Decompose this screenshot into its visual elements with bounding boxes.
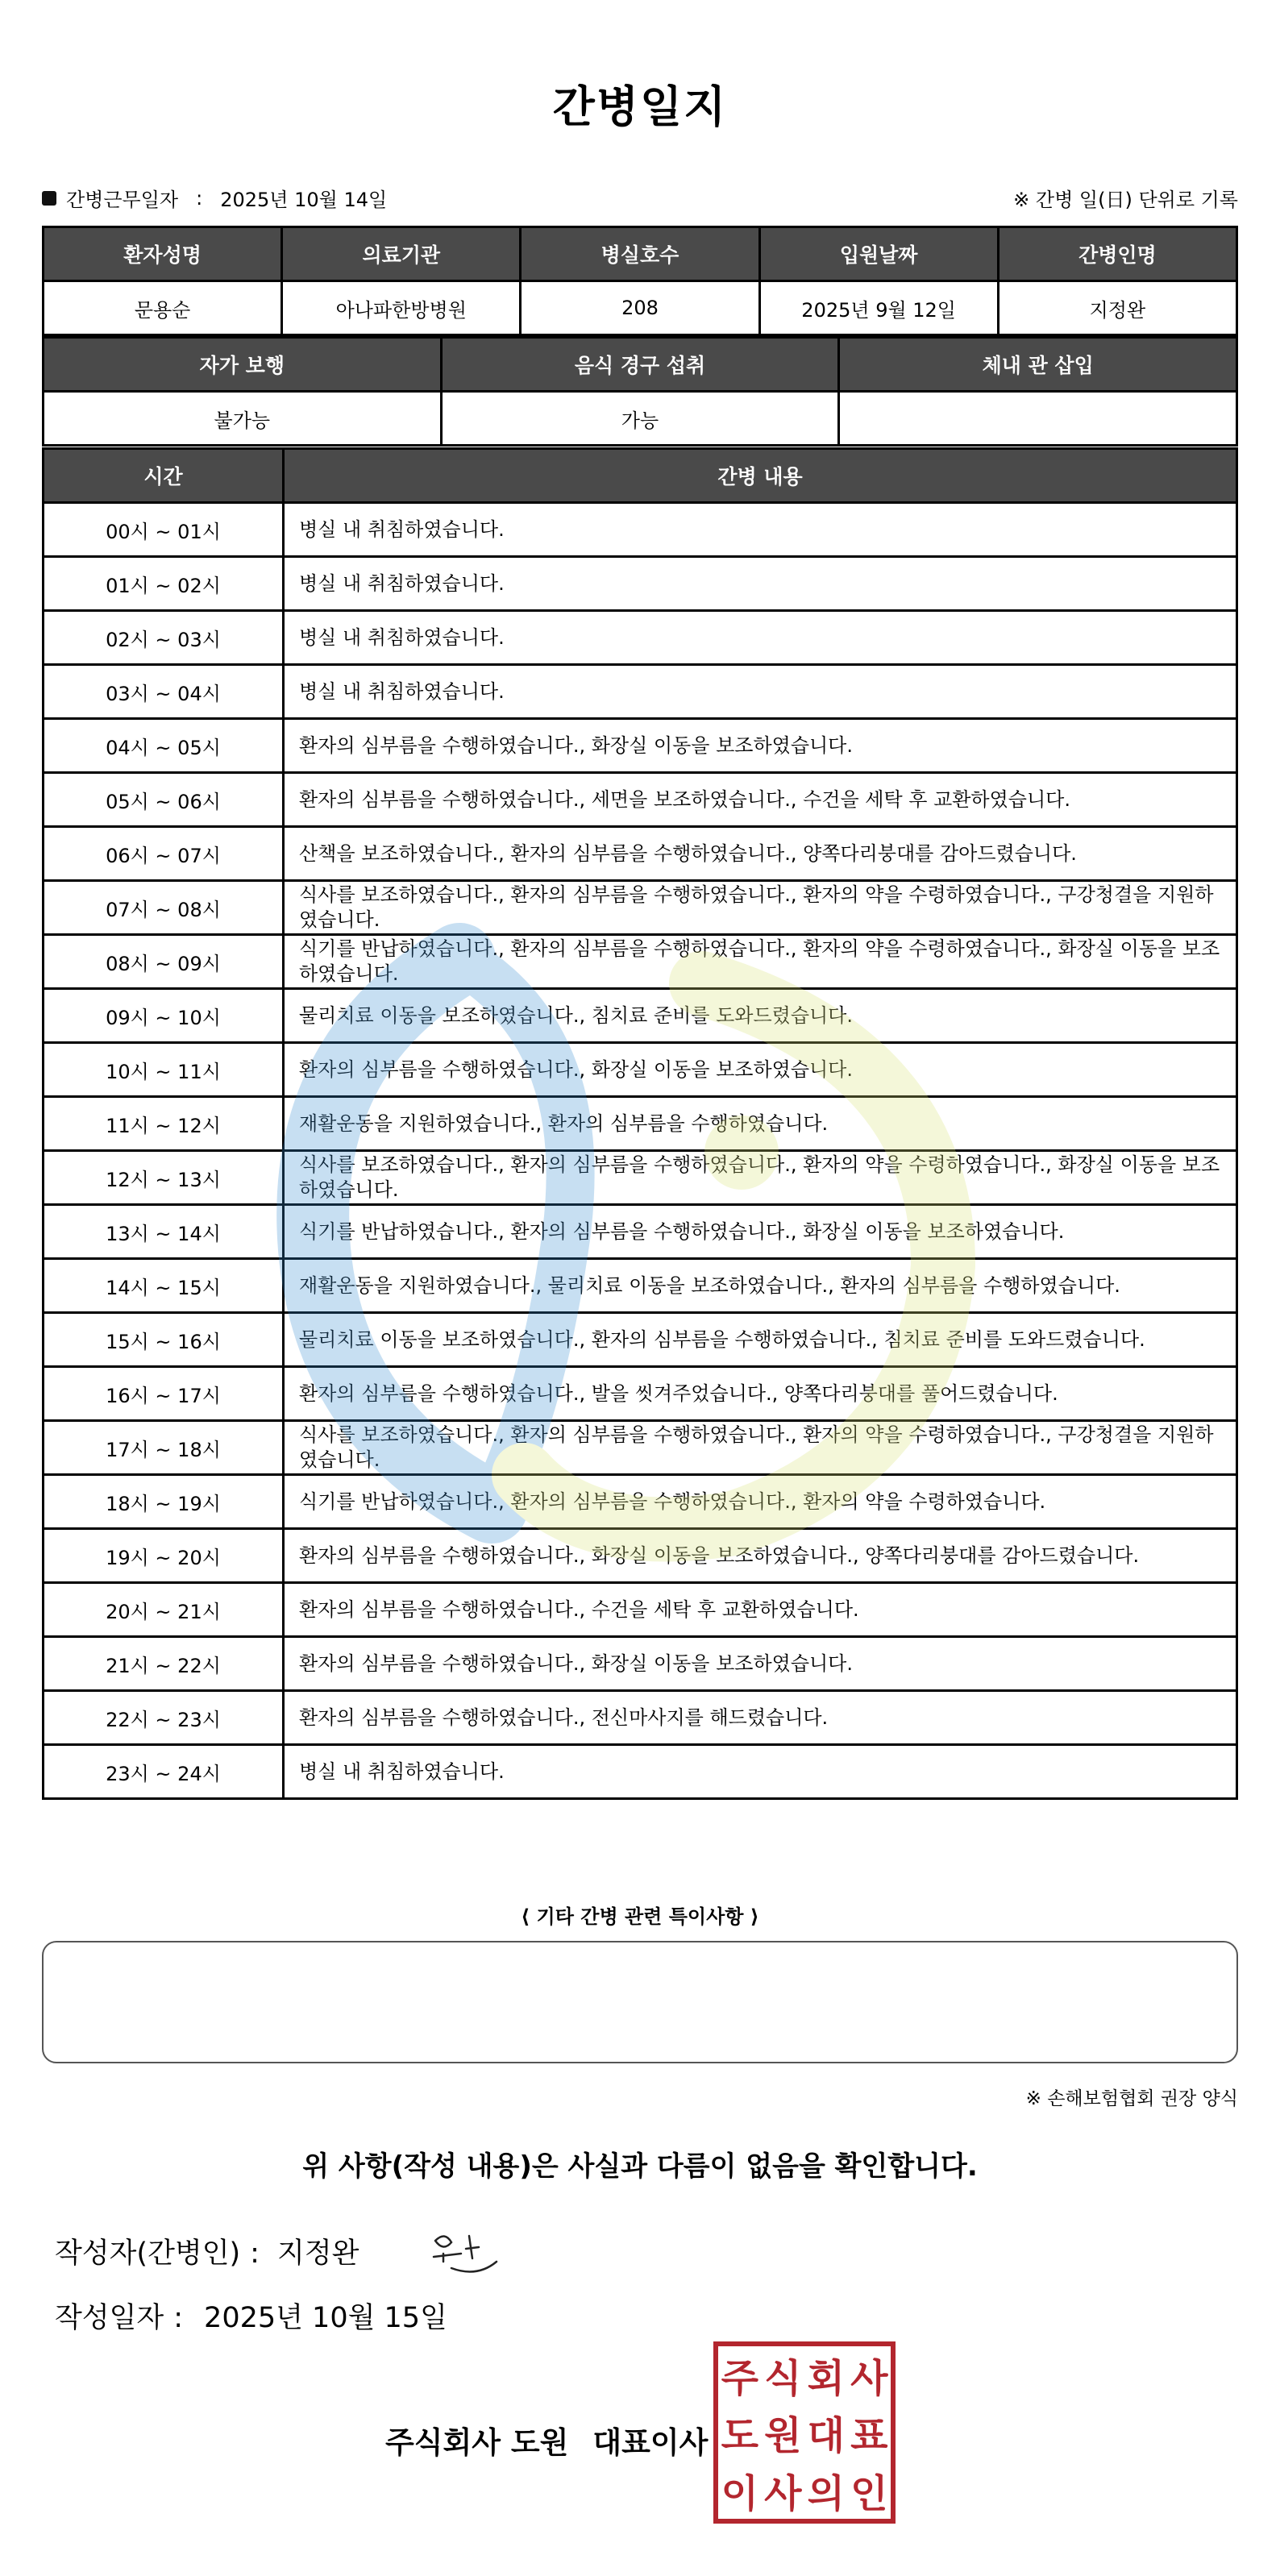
care-log-row: [44, 719, 1237, 773]
care-log-row: [44, 503, 1237, 557]
care-log-content: 병실 내 취침하였습니다.: [284, 503, 1237, 557]
header-admission-date: 입원날짜: [759, 227, 998, 281]
remarks-title: ⟨ 기타 간병 관련 특이사항 ⟩: [521, 1905, 759, 1928]
care-log-content: 재활운동을 지원하였습니다., 환자의 심부름을 수행하였습니다.: [284, 1097, 1237, 1151]
care-log-row: [44, 1691, 1237, 1745]
care-log-time: 08시 ~ 09시: [44, 935, 284, 989]
care-log-time: 15시 ~ 16시: [44, 1313, 284, 1367]
care-log-row: [44, 881, 1237, 935]
record-unit-note: ※ 간병 일(日) 단위로 기록: [1013, 189, 1238, 211]
seal-char: 이: [721, 2470, 758, 2516]
care-log-row: [44, 1637, 1237, 1691]
care-log-content: 병실 내 취침하였습니다.: [284, 611, 1237, 665]
seal-char: 인: [850, 2470, 888, 2516]
care-log-content: 재활운동을 지원하였습니다., 물리치료 이동을 보조하였습니다., 환자의 심부름을 수행하였습니다.: [284, 1259, 1237, 1313]
header-tube-insertion: 체내 관 삽입: [839, 338, 1237, 392]
bullet-square-icon: [42, 191, 56, 206]
care-log-time: 01시 ~ 02시: [44, 557, 284, 611]
seal-char: 주: [721, 2356, 758, 2402]
tube-insertion-value: [839, 392, 1237, 446]
writer-label: 작성자(간병인): [55, 2237, 241, 2270]
care-log-time: 07시 ~ 08시: [44, 881, 284, 935]
care-log-row: [44, 611, 1237, 665]
header-care-content: 간병 내용: [284, 449, 1237, 503]
care-log-time: 05시 ~ 06시: [44, 773, 284, 827]
care-log-row: [44, 665, 1237, 719]
care-log-time: 22시 ~ 23시: [44, 1691, 284, 1745]
patient-info-value-row: [44, 281, 1237, 335]
care-log-time: 06시 ~ 07시: [44, 827, 284, 881]
care-log-content: 환자의 심부름을 수행하였습니다., 세면을 보조하였습니다., 수건을 세탁 후 교환하였습니다.: [284, 773, 1237, 827]
patient-status-value-row: [44, 392, 1237, 446]
patient-name: 문용순: [44, 281, 282, 335]
header-oral-intake: 음식 경구 섭취: [441, 338, 839, 392]
care-log-row: [44, 1043, 1237, 1097]
caregiver-name: 지정완: [998, 281, 1236, 335]
header-room-number: 병실호수: [521, 227, 759, 281]
care-log-content: 산책을 보조하였습니다., 환자의 심부름을 수행하였습니다., 양쪽다리붕대를 감아드렸습니다.: [284, 827, 1237, 881]
seal-char: 원: [764, 2413, 802, 2459]
handwritten-signature: [419, 2225, 516, 2281]
care-log-row: [44, 1259, 1237, 1313]
written-date-line: [55, 2296, 447, 2336]
care-log-content: 식기를 반납하였습니다., 환자의 심부름을 수행하였습니다., 환자의 약을 수령하였습니다.: [284, 1475, 1237, 1529]
care-log-time: 16시 ~ 17시: [44, 1367, 284, 1421]
care-log-row: [44, 1367, 1237, 1421]
care-log-time: 13시 ~ 14시: [44, 1205, 284, 1259]
company-line: [385, 2418, 708, 2462]
care-log-time: 17시 ~ 18시: [44, 1421, 284, 1475]
care-log-time: 10시 ~ 11시: [44, 1043, 284, 1097]
confirmation-statement: 위 사항(작성 내용)은 사실과 다름이 없음을 확인합니다.: [302, 2150, 978, 2183]
care-log-row: [44, 935, 1237, 989]
care-log-content: 환자의 심부름을 수행하였습니다., 화장실 이동을 보조하였습니다.: [284, 1637, 1237, 1691]
care-log-time: 09시 ~ 10시: [44, 989, 284, 1043]
document-title: 간병일지: [552, 81, 728, 132]
company-seal: [713, 2341, 896, 2524]
seal-char: 대: [807, 2413, 845, 2459]
care-log-body: [44, 503, 1237, 1799]
care-log-content: 병실 내 취침하였습니다.: [284, 1745, 1237, 1799]
care-log-header-row: [44, 449, 1237, 503]
header-hospital: 의료기관: [282, 227, 521, 281]
header-caregiver-name: 간병인명: [998, 227, 1236, 281]
seal-char: 식: [764, 2356, 802, 2402]
header-time: 시간: [44, 449, 284, 503]
hospital-name: 아나파한방병원: [282, 281, 521, 335]
care-log-content: 식기를 반납하였습니다., 환자의 심부름을 수행하였습니다., 화장실 이동을 보조하였습니다.: [284, 1205, 1237, 1259]
care-log-row: [44, 1097, 1237, 1151]
care-log-row: [44, 1421, 1237, 1475]
care-log-content: 물리치료 이동을 보조하였습니다., 침치료 준비를 도와드렸습니다.: [284, 989, 1237, 1043]
care-log-row: [44, 1583, 1237, 1637]
care-log-content: 환자의 심부름을 수행하였습니다., 화장실 이동을 보조하였습니다., 양쪽다리붕대를 감아드렸습니다.: [284, 1529, 1237, 1583]
care-log-table: [42, 447, 1238, 1800]
care-log-content: 환자의 심부름을 수행하였습니다., 수건을 세탁 후 교환하였습니다.: [284, 1583, 1237, 1637]
care-log-content: 물리치료 이동을 보조하였습니다., 환자의 심부름을 수행하였습니다., 침치료 준비를 도와드렸습니다.: [284, 1313, 1237, 1367]
care-log-time: 21시 ~ 22시: [44, 1637, 284, 1691]
seal-char: 도: [721, 2413, 758, 2459]
care-log-row: [44, 1529, 1237, 1583]
care-log-time: 18시 ~ 19시: [44, 1475, 284, 1529]
care-log-time: 14시 ~ 15시: [44, 1259, 284, 1313]
care-log-row: [44, 1151, 1237, 1205]
care-log-content: 환자의 심부름을 수행하였습니다., 화장실 이동을 보조하였습니다.: [284, 719, 1237, 773]
patient-status-header-row: [44, 338, 1237, 392]
care-log-time: 12시 ~ 13시: [44, 1151, 284, 1205]
seal-char: 사: [764, 2470, 802, 2516]
remarks-box: [42, 1941, 1238, 2063]
work-date-label: 간병근무일자: [66, 189, 179, 211]
care-log-time: 11시 ~ 12시: [44, 1097, 284, 1151]
seal-char: 의: [807, 2470, 845, 2516]
separator: :: [173, 2302, 184, 2334]
header-self-walking: 자가 보행: [44, 338, 442, 392]
patient-status-table: [42, 336, 1238, 447]
care-log-content: 식기를 반납하였습니다., 환자의 심부름을 수행하였습니다., 환자의 약을 수령하였습니다., 화장실 이동을 보조하였습니다.: [284, 935, 1237, 989]
care-log-time: 04시 ~ 05시: [44, 719, 284, 773]
written-date-value: 2025년 10월 15일: [204, 2302, 447, 2334]
written-date-label: 작성일자: [55, 2302, 164, 2334]
care-log-time: 20시 ~ 21시: [44, 1583, 284, 1637]
care-log-content: 병실 내 취침하였습니다.: [284, 665, 1237, 719]
separator: :: [250, 2237, 260, 2270]
care-log-time: 03시 ~ 04시: [44, 665, 284, 719]
ceo-title: 대표이사: [592, 2425, 709, 2460]
separator: :: [196, 186, 203, 210]
care-log-row: [44, 773, 1237, 827]
oral-intake-value: 가능: [441, 392, 839, 446]
care-log-row: [44, 827, 1237, 881]
patient-info-table: [42, 226, 1238, 336]
care-log-content: 식사를 보조하였습니다., 환자의 심부름을 수행하였습니다., 환자의 약을 수령하였습니다., 구강청결을 지원하였습니다.: [284, 881, 1237, 935]
work-date-value: 2025년 10월 14일: [220, 189, 388, 211]
care-log-time: 02시 ~ 03시: [44, 611, 284, 665]
care-log-time: 00시 ~ 01시: [44, 503, 284, 557]
care-log-row: [44, 989, 1237, 1043]
writer-line: [55, 2231, 359, 2271]
writer-name: 지정완: [276, 2237, 359, 2270]
care-log-row: [44, 1745, 1237, 1799]
seal-char: 회: [807, 2356, 845, 2402]
self-walking-value: 불가능: [44, 392, 442, 446]
admission-date: 2025년 9월 12일: [759, 281, 998, 335]
care-log-content: 식사를 보조하였습니다., 환자의 심부름을 수행하였습니다., 환자의 약을 수령하였습니다., 화장실 이동을 보조하였습니다.: [284, 1151, 1237, 1205]
care-log-content: 병실 내 취침하였습니다.: [284, 557, 1237, 611]
header-patient-name: 환자성명: [44, 227, 282, 281]
care-log-row: [44, 1475, 1237, 1529]
care-log-row: [44, 1313, 1237, 1367]
care-log-content: 환자의 심부름을 수행하였습니다., 화장실 이동을 보조하였습니다.: [284, 1043, 1237, 1097]
care-log-time: 19시 ~ 20시: [44, 1529, 284, 1583]
seal-char: 사: [850, 2356, 888, 2402]
care-log-row: [44, 1205, 1237, 1259]
care-log-row: [44, 557, 1237, 611]
company-name: 주식회사 도원: [385, 2425, 569, 2460]
care-log-content: 식사를 보조하였습니다., 환자의 심부름을 수행하였습니다., 환자의 약을 수령하였습니다., 구강청결을 지원하였습니다.: [284, 1421, 1237, 1475]
form-source-note: ※ 손해보험협회 권장 양식: [1025, 2088, 1238, 2109]
care-log-content: 환자의 심부름을 수행하였습니다., 발을 씻겨주었습니다., 양쪽다리붕대를 풀어드렸습니다.: [284, 1367, 1237, 1421]
patient-info-header-row: [44, 227, 1237, 281]
care-log-content: 환자의 심부름을 수행하였습니다., 전신마사지를 해드렸습니다.: [284, 1691, 1237, 1745]
care-log-time: 23시 ~ 24시: [44, 1745, 284, 1799]
room-number: 208: [521, 281, 759, 335]
seal-char: 표: [850, 2413, 888, 2459]
work-date: [42, 184, 387, 212]
